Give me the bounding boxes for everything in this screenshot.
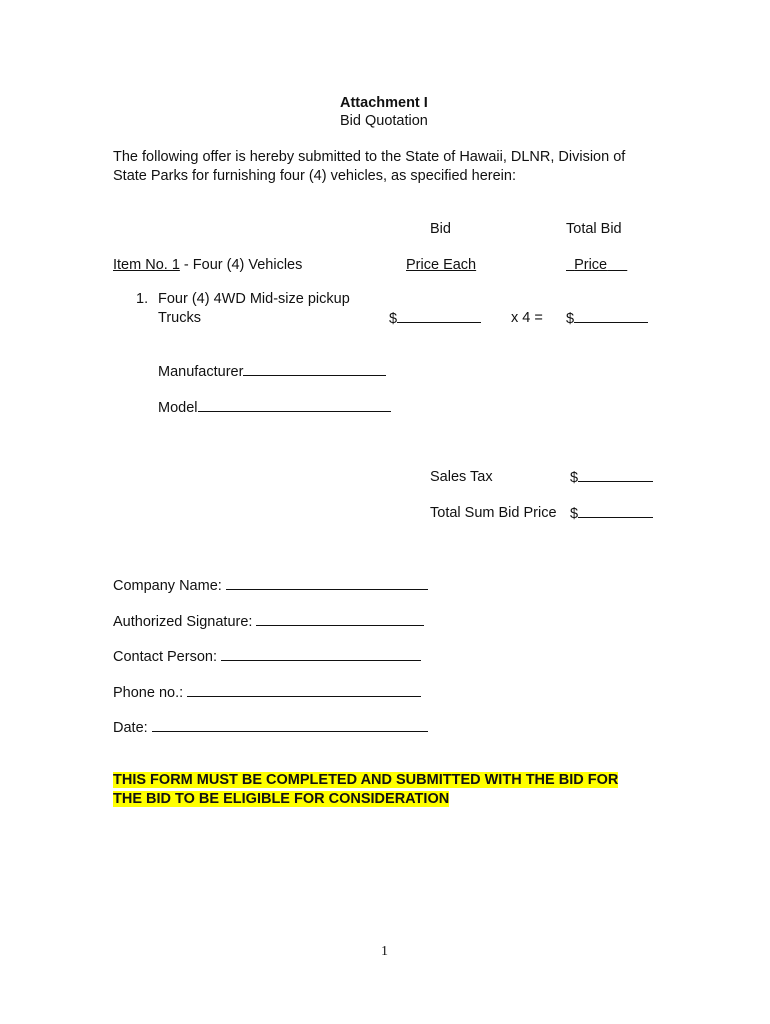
- company-name-field[interactable]: [113, 576, 428, 595]
- sales-tax-label: Sales Tax: [430, 469, 493, 485]
- total-sum-field[interactable]: [570, 504, 653, 523]
- sales-tax-blank[interactable]: [578, 468, 653, 482]
- total-sum-dollar: $: [570, 506, 579, 522]
- notice-line-1: THIS FORM MUST BE COMPLETED AND SUBMITTED WITH THE BID FOR: [113, 772, 619, 788]
- sales-tax-dollar: $: [570, 470, 579, 486]
- eligibility-notice: [113, 771, 673, 809]
- contact-person-field[interactable]: [113, 647, 421, 666]
- model-blank[interactable]: [198, 398, 391, 412]
- item-number-label: Item No. 1: [113, 257, 180, 273]
- price-each-dollar: $: [389, 311, 398, 327]
- phone-field[interactable]: [113, 683, 421, 702]
- company-name-blank[interactable]: [226, 576, 428, 590]
- line-item-number: 1.: [136, 291, 149, 307]
- column-header-price: Price: [574, 257, 608, 273]
- phone-blank[interactable]: [187, 683, 421, 697]
- authorized-signature-field[interactable]: [113, 612, 424, 631]
- line-item-desc-2: Trucks: [158, 310, 201, 326]
- manufacturer-label: Manufacturer: [158, 364, 244, 380]
- intro-line-2: State Parks for furnishing four (4) vehicles, as specified herein:: [113, 168, 516, 184]
- model-field[interactable]: [158, 398, 391, 417]
- line-item-desc-1: Four (4) 4WD Mid-size pickup: [158, 291, 350, 307]
- intro-line-1: The following offer is hereby submitted to the State of Hawaii, DLNR, Division of: [113, 149, 626, 165]
- manufacturer-field[interactable]: [158, 362, 386, 381]
- document-title: Attachment I: [340, 95, 428, 111]
- authorized-signature-label: Authorized Signature:: [113, 614, 253, 630]
- quantity-multiplier: x 4 =: [511, 310, 543, 326]
- item-heading: [113, 256, 302, 274]
- manufacturer-blank[interactable]: [243, 362, 386, 376]
- page-number: 1: [381, 944, 388, 959]
- column-header-bid: Bid: [430, 221, 451, 237]
- date-field[interactable]: [113, 718, 428, 737]
- total-sum-label: Total Sum Bid Price: [430, 505, 557, 521]
- phone-label: Phone no.:: [113, 685, 184, 701]
- price-each-field[interactable]: [389, 309, 481, 328]
- authorized-signature-blank[interactable]: [256, 612, 424, 626]
- date-blank[interactable]: [152, 718, 428, 732]
- contact-person-label: Contact Person:: [113, 649, 217, 665]
- total-price-blank[interactable]: [574, 309, 648, 323]
- model-label: Model: [158, 400, 198, 416]
- sales-tax-field[interactable]: [570, 468, 653, 487]
- contact-person-blank[interactable]: [221, 647, 421, 661]
- document-subtitle: Bid Quotation: [340, 113, 428, 129]
- column-header-price-each: Price Each: [406, 257, 477, 273]
- total-price-dollar: $: [566, 311, 575, 327]
- notice-line-2: THE BID TO BE ELIGIBLE FOR CONSIDERATION: [113, 791, 450, 807]
- total-price-field[interactable]: [566, 309, 648, 328]
- date-label: Date:: [113, 720, 148, 736]
- column-header-total-bid: Total Bid: [566, 221, 622, 237]
- item-description: - Four (4) Vehicles: [179, 257, 303, 273]
- company-name-label: Company Name:: [113, 578, 222, 594]
- total-sum-blank[interactable]: [578, 504, 653, 518]
- price-each-blank[interactable]: [397, 309, 481, 323]
